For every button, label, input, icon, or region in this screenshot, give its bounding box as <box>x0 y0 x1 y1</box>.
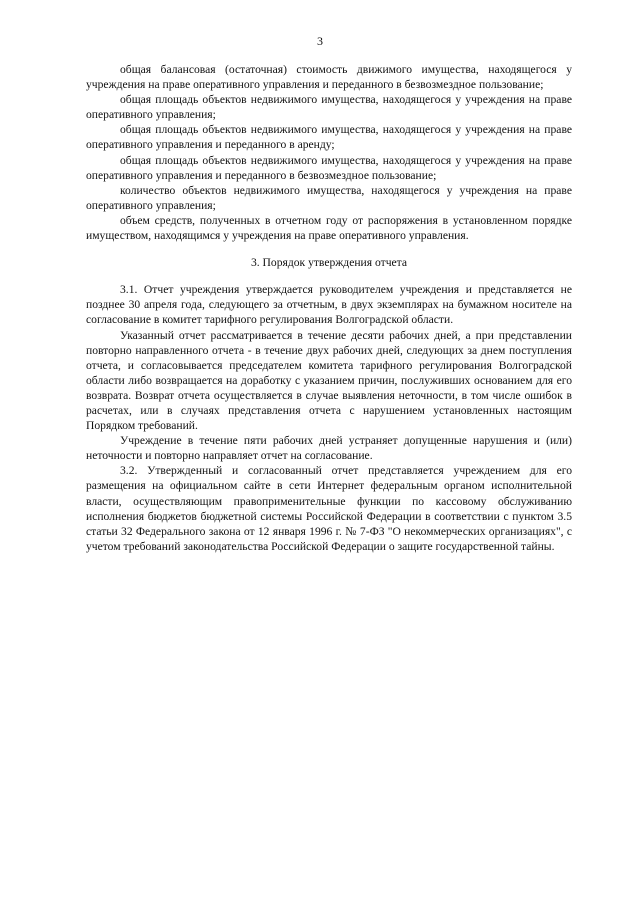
document-body <box>86 62 572 554</box>
list-item: объем средств, полученных в отчетном году от распоряжения в установленном порядке имуществом, находящимся у учреждения на праве оперативного управления. <box>86 213 572 243</box>
paragraph-review: Указанный отчет рассматривается в течение десяти рабочих дней, а при представлении повторно направленного отчета - в течение двух рабочих дней, следующих за днем поступления отчета, и согласовывается председателем комитета тарифного регулирования Волгоградской области либо возвращается на доработку с указанием причин, послуживших основанием для его возврата. Возврат отчета осуществляется в случае выявления неточности, в том числе ошибок в расчетах, или в случаях представления отчета с нарушением установленных настоящим Порядком требований. <box>86 328 572 433</box>
paragraph-3-1: 3.1. Отчет учреждения утверждается руководителем учреждения и представляется не позднее 30 апреля года, следующего за отчетным, в двух экземплярах на бумажном носителе на согласование в комитет тарифного регулирования Волгоградской области. <box>86 283 572 327</box>
list-item: общая площадь объектов недвижимого имущества, находящегося у учреждения на праве оперативного управления и переданного в аренду; <box>86 123 572 152</box>
list-item: общая балансовая (остаточная) стоимость движимого имущества, находящегося у учреждения на праве оперативного управления и переданного в безвозмездное пользование; <box>86 63 572 92</box>
list-item: количество объектов недвижимого имущества, находящегося у учреждения на праве оперативного управления; <box>86 183 572 212</box>
page-number: 3 <box>317 34 323 48</box>
list-item: общая площадь объектов недвижимого имущества, находящегося у учреждения на праве оперативного управления; <box>86 93 572 122</box>
paragraph-correction: Учреждение в течение пяти рабочих дней устраняет допущенные нарушения и (или) неточности и повторно направляет отчет на согласование. <box>86 434 572 463</box>
section-heading: 3. Порядок утверждения отчета <box>250 256 408 270</box>
list-item: общая площадь объектов недвижимого имущества, находящегося у учреждения на праве оперативного управления и переданного в безвозмездное пользование; <box>86 153 572 182</box>
paragraph-3-2: 3.2. Утвержденный и согласованный отчет представляется учреждением для его размещения на официальном сайте в сети Интернет федеральным органом исполнительной власти, осуществляющим правоприменительные функции по кассовому обслуживанию исполнения бюджетов бюджетной системы Российской Федерации в соответствии с пунктом 3.5 статьи 32 Федерального закона от 12 января 1996 г. № 7-ФЗ "О некоммерческих организациях", с учетом требований законодательства Российской Федерации о защите государственной тайны. <box>86 464 572 553</box>
